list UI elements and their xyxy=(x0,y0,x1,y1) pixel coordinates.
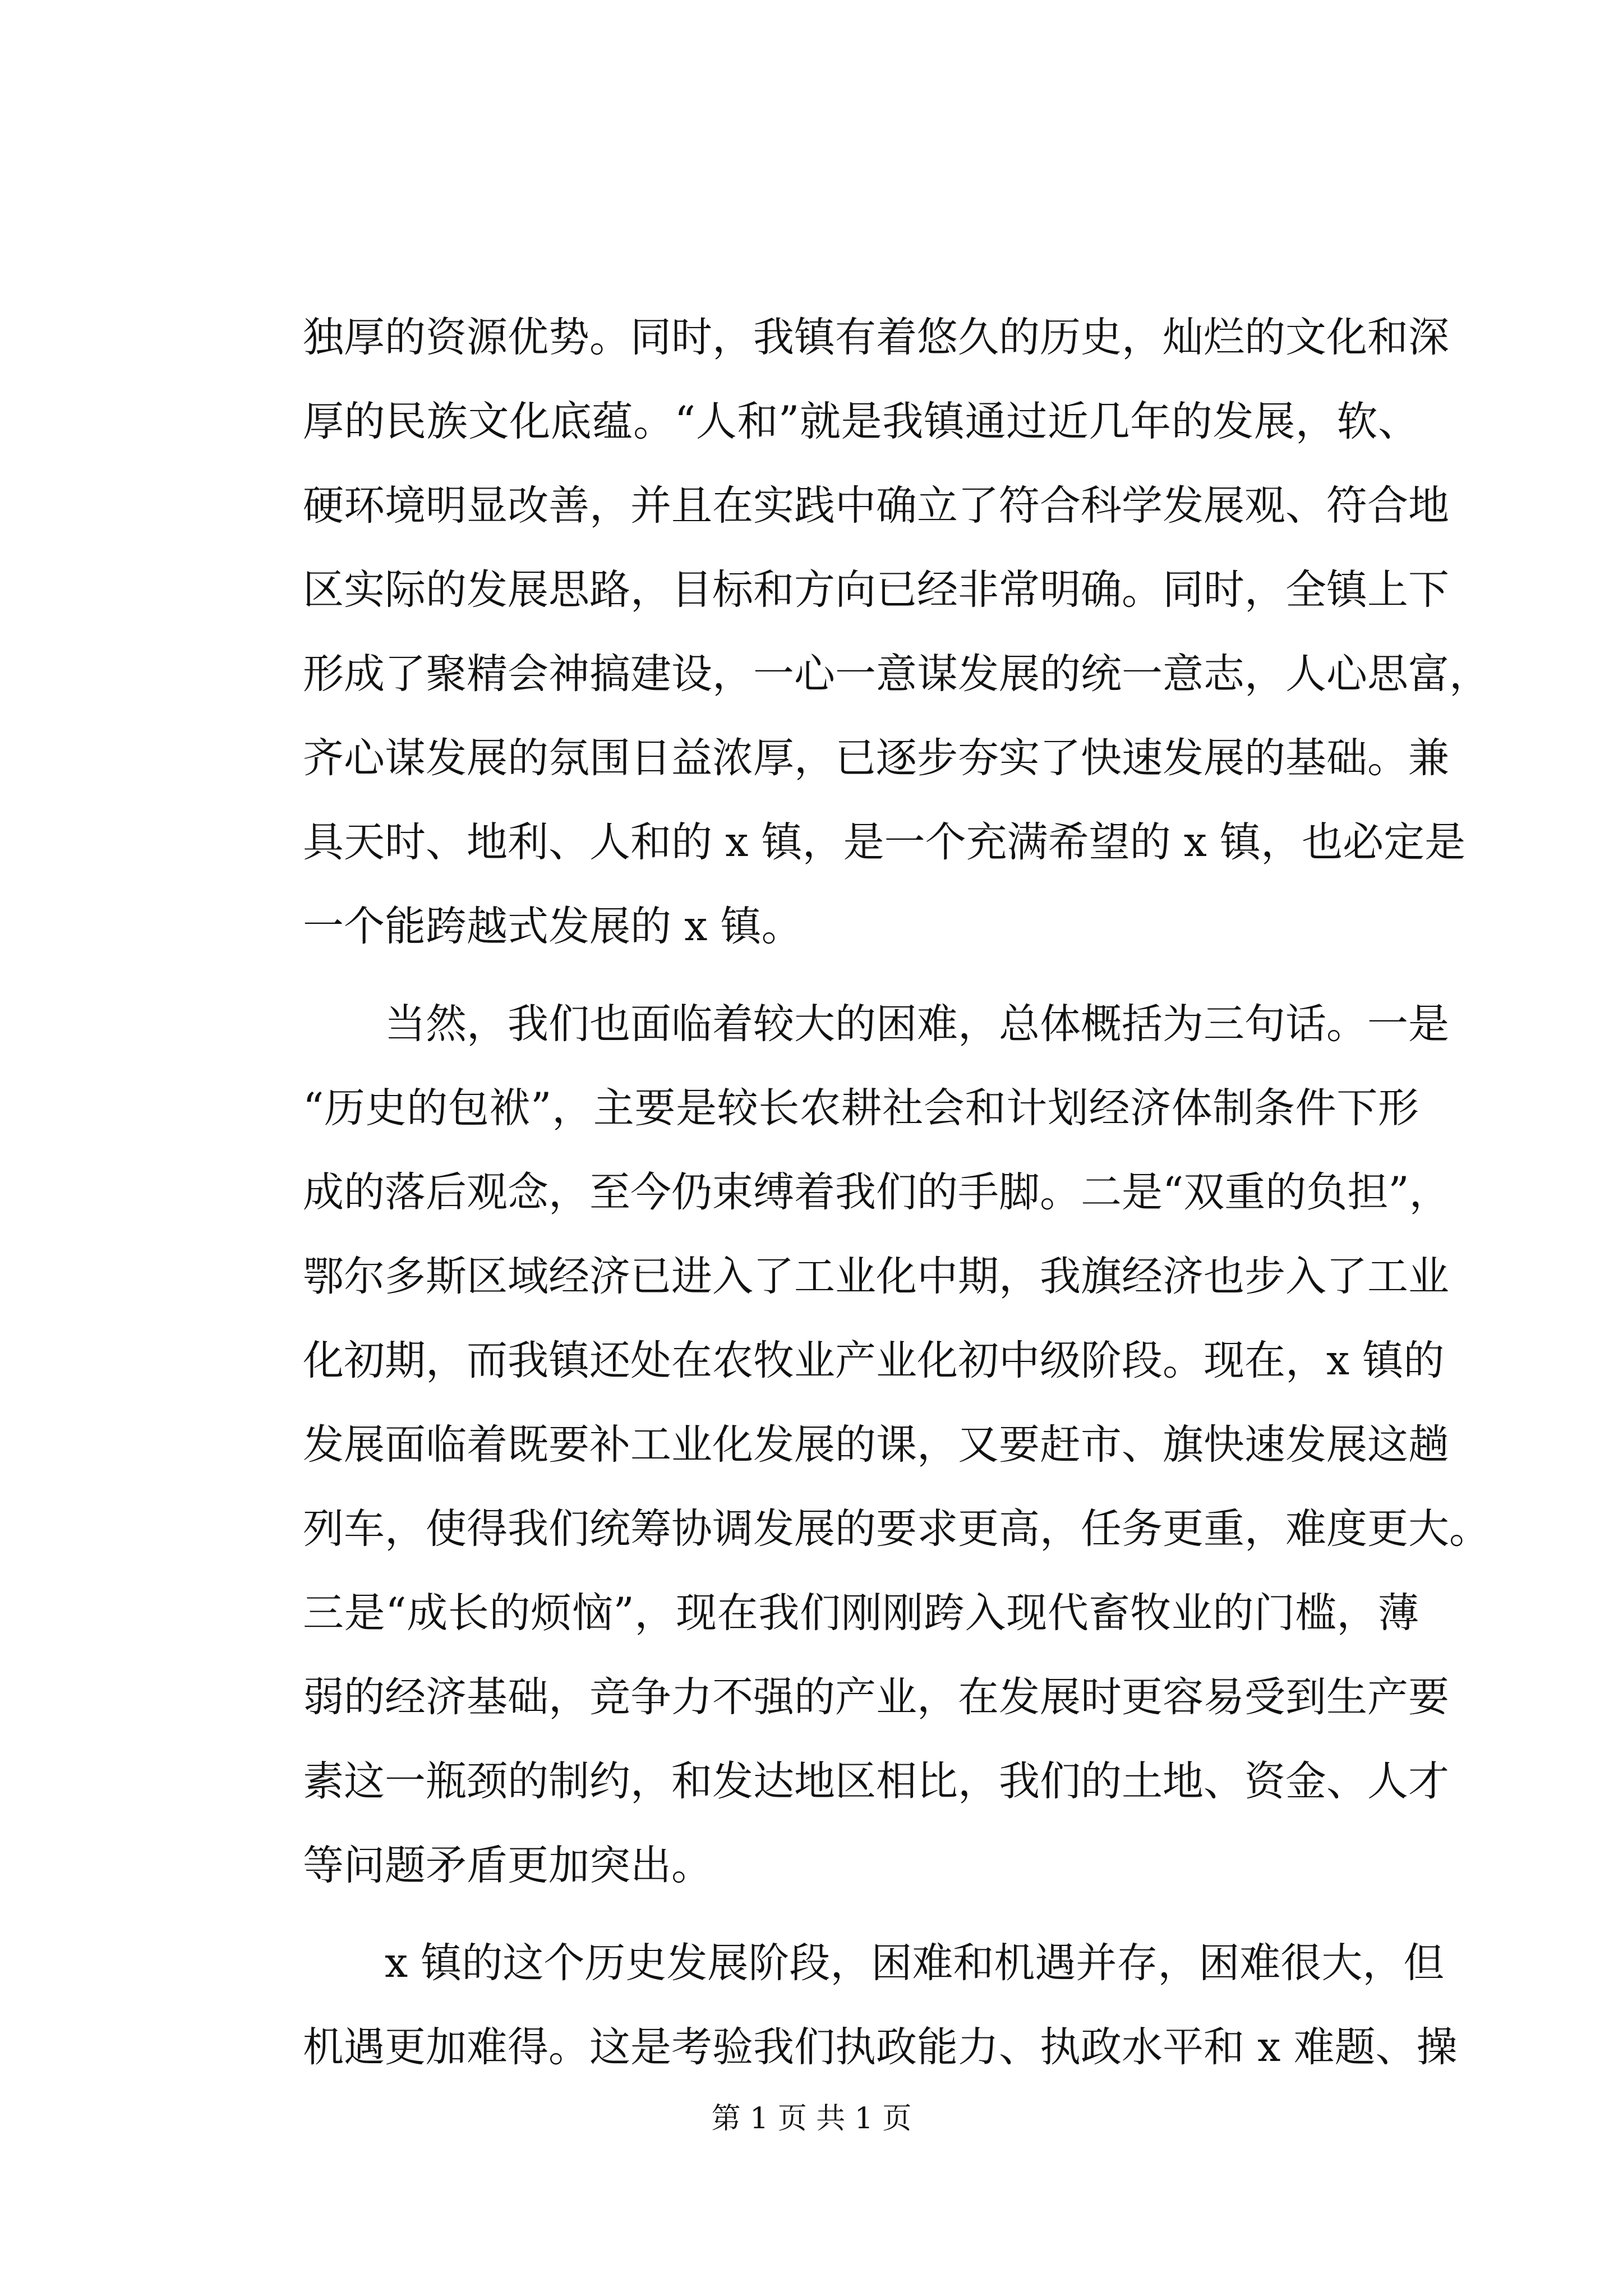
text-line: 素这一瓶颈的制约，和发达地区相比，我们的土地、资金、人才 xyxy=(303,1757,1449,1805)
text-line: 鄂尔多斯区域经济已进入了工业化中期，我旗经济也步入了工业 xyxy=(303,1253,1449,1300)
text-line: 一个能跨越式发展的 x 镇。 xyxy=(303,903,803,950)
text-line: 发展面临着既要补工业化发展的课，又要赶市、旗快速发展这趟 xyxy=(303,1421,1449,1469)
paragraph-gap xyxy=(303,969,1419,982)
text-line: 等问题矛盾更加突出。 xyxy=(303,1842,712,1889)
text-line: 独厚的资源优势。同时，我镇有着悠久的历史，灿烂的文化和深 xyxy=(303,314,1449,361)
text-line: 具天时、地利、人和的 x 镇，是一个充满希望的 x 镇，也必定是 xyxy=(303,818,1466,866)
paragraph-1 xyxy=(303,296,1490,969)
text-line: 形成了聚精会神搞建设，一心一意谋发展的统一意志，人心思富， xyxy=(303,650,1490,698)
text-line: 机遇更加难得。这是考验我们执政能力、执政水平和 x 难题、操 xyxy=(303,2023,1458,2071)
text-line: 成的落后观念，至今仍束缚着我们的手脚。二是“双重的负担”， xyxy=(303,1168,1450,1216)
text-line: x 镇的这个历史发展阶段，困难和机遇并存，困难很大，但 xyxy=(303,1939,1445,1987)
text-line: 硬环境明显改善，并且在实践中确立了符合科学发展观、符合地 xyxy=(303,482,1449,530)
paragraph-2 xyxy=(303,982,1490,1908)
page-number-label: 第 1 页 共 1 页 xyxy=(711,2102,912,2136)
paragraph-gap xyxy=(303,1908,1419,1921)
text-line: 齐心谋发展的氛围日益浓厚，已逐步夯实了快速发展的基础。兼 xyxy=(303,734,1449,782)
document-body xyxy=(303,296,1490,2090)
paragraph-3 xyxy=(303,1921,1458,2090)
text-line: 列车，使得我们统筹协调发展的要求更高，任务更重，难度更大。 xyxy=(303,1505,1490,1553)
text-line: 化初期，而我镇还处在农牧业产业化初中级阶段。现在，x 镇的 xyxy=(303,1337,1445,1384)
text-line: 区实际的发展思路，目标和方向已经非常明确。同时，全镇上下 xyxy=(303,566,1449,614)
text-line: “历史的包袱”，主要是较长农耕社会和计划经济体制条件下形 xyxy=(303,1084,1419,1132)
text-line: 弱的经济基础，竞争力不强的产业，在发展时更容易受到生产要 xyxy=(303,1673,1449,1721)
text-line: 当然，我们也面临着较大的困难，总体概括为三句话。一是 xyxy=(303,1000,1449,1048)
text-line: 三是“成长的烦恼”，现在我们刚刚跨入现代畜牧业的门槛，薄 xyxy=(303,1589,1419,1637)
text-line: 厚的民族文化底蕴。“人和”就是我镇通过近几年的发展，软、 xyxy=(303,398,1419,445)
page-footer xyxy=(0,2099,1623,2138)
